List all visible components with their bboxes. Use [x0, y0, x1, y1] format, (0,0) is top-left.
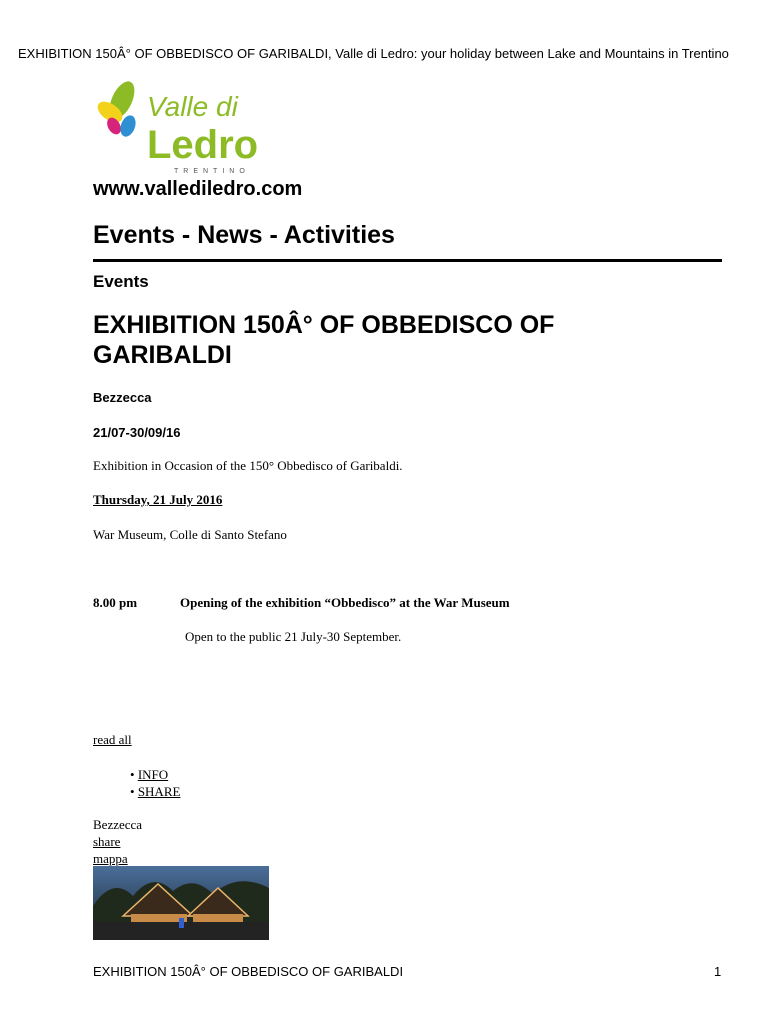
category-heading: Events: [93, 272, 149, 291]
event-venue: War Museum, Colle di Santo Stefano: [93, 527, 287, 542]
event-location: Bezzecca: [93, 390, 152, 405]
logo-line-3: TRENTINO: [174, 168, 250, 175]
place-name: Bezzecca: [93, 817, 143, 832]
schedule-note: Open to the public 21 July-30 September.: [185, 629, 402, 644]
logo-line-2: Ledro: [147, 123, 259, 167]
event-day: Thursday, 21 July 2016: [93, 492, 223, 507]
read-all-link[interactable]: read all: [93, 732, 132, 747]
event-title: EXHIBITION 150Â° OF OBBEDISCO OF GARIBALDI: [93, 311, 555, 369]
site-url: www.vallediledro.com: [93, 178, 303, 200]
tab-info-label[interactable]: INFO: [137, 767, 169, 782]
footer-title: EXHIBITION 150Â° OF OBBEDISCO OF GARIBALDI: [93, 964, 404, 979]
section-divider: [93, 259, 722, 262]
butterfly-icon: [94, 78, 140, 139]
map-link[interactable]: mappa: [93, 851, 128, 866]
info-share-list: [130, 766, 180, 800]
schedule-time: 8.00 pm: [93, 595, 138, 610]
event-date-range: 21/07-30/09/16: [93, 425, 181, 440]
tab-info[interactable]: • INFO: [130, 767, 169, 782]
share-link[interactable]: share: [93, 834, 121, 849]
page-number: 1: [714, 964, 722, 979]
tab-share-label[interactable]: SHARE: [137, 784, 181, 799]
event-photo: [93, 866, 269, 940]
tab-share[interactable]: • SHARE: [130, 784, 181, 799]
logo-line-1: Valle di: [147, 91, 238, 122]
section-title: Events - News - Activities: [93, 221, 395, 249]
valle-di-ledro-logo: [92, 74, 268, 176]
schedule-title: Opening of the exhibition “Obbedisco” at the War Museum: [180, 595, 510, 610]
document-header-title: EXHIBITION 150Â° OF OBBEDISCO OF GARIBALDI, Valle di Ledro: your holiday between Lake and Mountains in Trentino: [18, 46, 729, 61]
event-description: Exhibition in Occasion of the 150° Obbedisco of Garibaldi.: [93, 458, 403, 473]
